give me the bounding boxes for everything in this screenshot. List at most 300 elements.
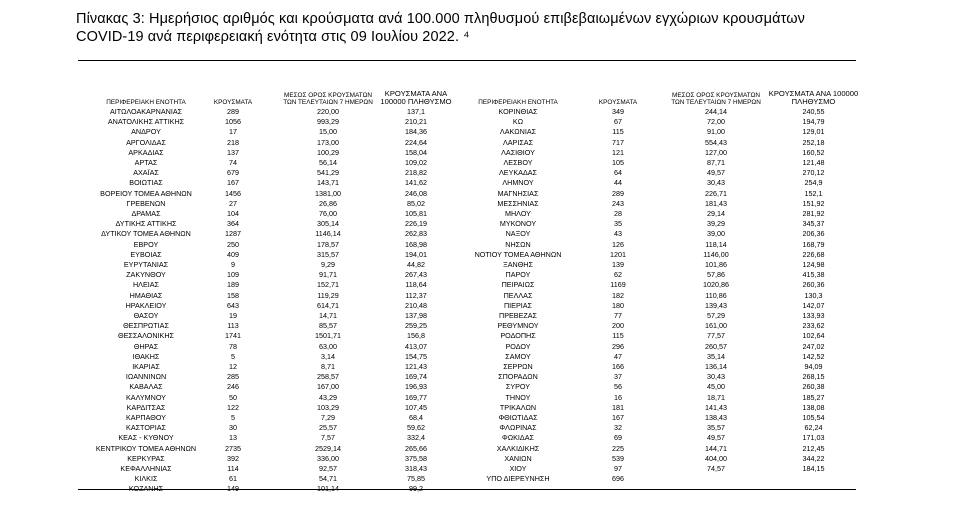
header-avg7: ΜΕΣΟΣ ΟΡΟΣ ΚΡΟΥΣΜΑΤΩΝ ΤΩΝ ΤΕΛΕΥΤΑΙΩΝ 7 ΗΜΕΡΩΝ (283, 92, 373, 106)
cell-per100k: 68,4 (409, 413, 423, 422)
cell-region: ΡΟΔΟΠΗΣ (500, 331, 536, 341)
cell-cases: 246 (227, 382, 239, 392)
cell-cases: 200 (612, 321, 624, 331)
cell-avg7: 85,57 (319, 321, 337, 331)
cell-cases: 97 (614, 464, 622, 473)
cell-cases: 289 (227, 107, 239, 116)
cell-per100k: 130,3 (804, 290, 823, 300)
cell-per100k: 168,98 (405, 239, 427, 249)
header-per100k: ΚΡΟΥΣΜΑΤΑ ΑΝΑ 100000 ΠΛΗΘΥΣΜΟ (768, 89, 859, 106)
cell-region: ΚΑΡΠΑΘΟΥ (126, 413, 166, 422)
cell-cases: 349 (612, 107, 624, 116)
cell-avg7: 143,71 (317, 178, 339, 188)
cell-cases: 189 (227, 280, 239, 290)
header-avg7: ΜΕΣΟΣ ΟΡΟΣ ΚΡΟΥΣΜΑΤΩΝ ΤΩΝ ΤΕΛΕΥΤΑΙΩΝ 7 ΗΜΕΡΩΝ (671, 92, 761, 106)
cell-per100k: 141,62 (405, 178, 427, 188)
cell-cases: 5 (231, 413, 235, 422)
cell-avg7: 258,57 (317, 372, 339, 382)
cell-region: ΠΙΕΡΙΑΣ (503, 300, 532, 310)
cell-per100k: 142,07 (802, 300, 825, 310)
cell-cases: 137 (227, 147, 239, 157)
cell-cases: 104 (227, 209, 239, 218)
cell-per100k: 152,1 (804, 188, 823, 198)
cell-cases: 180 (612, 300, 624, 310)
cell-per100k: 112,37 (405, 290, 427, 300)
cell-region: ΜΥΚΟΝΟΥ (499, 219, 537, 229)
cell-cases: 43 (614, 229, 622, 239)
cell-region: ΡΕΘΥΜΝΟΥ (497, 321, 539, 331)
cell-per100k: 137,98 (405, 311, 427, 320)
cell-region: ΥΠΟ ΔΙΕΡΕΥΝΗΣΗ (486, 474, 550, 484)
cell-per100k: 260,36 (802, 280, 825, 290)
cell-avg7: 161,00 (705, 321, 727, 331)
cell-per100k: 133,93 (802, 311, 825, 320)
cell-region: ΔΥΤΙΚΟΥ ΤΟΜΕΑ ΑΘΗΝΩΝ (101, 229, 191, 239)
cell-avg7: 7,57 (321, 433, 335, 443)
cell-region: ΓΡΕΒΕΝΩΝ (126, 198, 166, 208)
cell-cases: 158 (227, 290, 239, 300)
caption-line-2: COVID-19 ανά περιφερειακή ενότητα στις 09 Ιουλίου 2022. ⁴ (76, 29, 470, 45)
cell-per100k: 138,08 (802, 402, 825, 412)
cell-region: ΛΕΥΚΑΔΑΣ (498, 168, 537, 178)
cell-per100k: 129,01 (802, 127, 825, 137)
cell-avg7: 144,71 (705, 443, 727, 453)
cell-per100k: 247,02 (802, 341, 825, 351)
cell-avg7: 614,71 (317, 300, 339, 310)
cell-per100k: 137,1 (407, 107, 425, 116)
cell-region: ΕΒΡΟΥ (133, 239, 159, 249)
cell-region: ΑΙΤΩΛΟΑΚΑΡΝΑΝΙΑΣ (109, 107, 183, 116)
cell-cases: 78 (229, 341, 237, 351)
cell-per100k: 151,92 (802, 198, 825, 208)
cell-region: ΧΑΝΙΩΝ (504, 453, 532, 463)
cell-cases: 139 (612, 260, 624, 269)
cell-avg7: 1146,14 (315, 229, 341, 239)
cell-cases: 289 (612, 188, 624, 198)
cell-per100k: 345,37 (802, 219, 825, 229)
cell-region: ΠΕΙΡΑΙΩΣ (501, 280, 535, 290)
cell-per100k: 206,36 (802, 229, 825, 239)
cell-region: ΑΡΚΑΔΙΑΣ (128, 147, 164, 157)
cell-region: ΚΟΡΙΝΘΙΑΣ (498, 107, 538, 116)
cell-avg7: 110,86 (705, 290, 727, 300)
cell-avg7: 87,71 (707, 158, 725, 167)
cell-cases: 1056 (225, 117, 241, 127)
cell-per100k: 259,25 (405, 321, 427, 331)
cell-cases: 13 (229, 433, 237, 443)
cell-region: ΤΗΝΟΥ (505, 392, 531, 402)
cell-avg7: 35,57 (707, 423, 725, 433)
cell-per100k: 218,82 (405, 168, 427, 178)
cell-per100k: 265,66 (405, 443, 427, 453)
cell-region: ΑΡΤΑΣ (134, 158, 158, 167)
cell-cases: 114 (227, 464, 239, 473)
cell-region: ΚΑΡΔΙΤΣΑΣ (126, 402, 166, 412)
cell-avg7: 43,29 (319, 392, 337, 402)
cell-per100k: 99,2 (409, 484, 423, 494)
cell-cases: 16 (614, 392, 622, 402)
cell-region: ΝΗΣΩΝ (505, 239, 531, 249)
cell-avg7: 138,43 (705, 413, 727, 422)
cell-per100k: 44,82 (407, 260, 425, 269)
cell-avg7: 315,57 (317, 249, 339, 259)
cell-avg7: 15,00 (319, 127, 337, 137)
cell-per100k: 94,09 (804, 362, 823, 371)
cell-per100k: 184,36 (405, 127, 427, 137)
cell-avg7: 25,57 (319, 423, 337, 433)
cell-avg7: 167,00 (317, 382, 339, 392)
cell-region: ΦΛΩΡΙΝΑΣ (499, 423, 537, 433)
cell-cases: 167 (612, 413, 624, 422)
cell-avg7: 136,14 (705, 362, 727, 371)
cell-per100k: 62,24 (804, 423, 823, 433)
cell-region: ΛΑΡΙΣΑΣ (502, 137, 534, 147)
cell-per100k: 75,85 (407, 474, 425, 484)
cell-per100k: 240,55 (802, 107, 825, 116)
cell-per100k: 270,12 (802, 168, 825, 178)
cell-cases: 1287 (225, 229, 241, 239)
cell-avg7: 30,43 (707, 178, 725, 188)
cell-per100k: 194,79 (802, 117, 825, 127)
header-cases: ΚΡΟΥΣΜΑΤΑ (213, 99, 253, 106)
cell-cases: 47 (614, 351, 622, 361)
cell-region: ΚΕΝΤΡΙΚΟΥ ΤΟΜΕΑ ΑΘΗΝΩΝ (95, 443, 197, 453)
cell-region: ΞΑΝΘΗΣ (503, 260, 533, 269)
header-per100k: ΚΡΟΥΣΜΑΤΑ ΑΝΑ 100000 ΠΛΗΘΥΣΜΟ (380, 89, 452, 106)
cell-region: ΕΥΒΟΙΑΣ (130, 249, 162, 259)
cell-cases: 115 (612, 331, 624, 341)
table-top-rule (78, 60, 856, 61)
cell-region: ΚΕΡΚΥΡΑΣ (127, 453, 165, 463)
cell-cases: 696 (612, 474, 624, 484)
cell-per100k: 124,98 (802, 260, 825, 269)
cell-cases: 250 (227, 239, 239, 249)
cell-region: ΚΙΛΚΙΣ (134, 474, 158, 484)
cell-region: ΚΑΛΥΜΝΟΥ (126, 392, 166, 402)
cell-per100k: 254,9 (804, 178, 823, 188)
cell-avg7: 1020,86 (703, 280, 729, 290)
cell-cases: 113 (227, 321, 239, 331)
cell-region: ΧΑΛΚΙΔΙΚΗΣ (496, 443, 540, 453)
cell-region: ΜΑΓΝΗΣΙΑΣ (497, 188, 539, 198)
cell-cases: 122 (227, 402, 239, 412)
cell-region: ΚΕΑΣ - ΚΥΘΝΟΥ (118, 433, 174, 443)
cell-region: ΝΑΞΟΥ (505, 229, 531, 239)
cell-cases: 56 (614, 382, 622, 392)
cell-avg7: 244,14 (705, 107, 727, 116)
cell-region: ΠΕΛΛΑΣ (503, 290, 533, 300)
table-caption (76, 10, 876, 46)
cell-cases: 74 (229, 158, 237, 167)
cell-cases: 392 (227, 453, 239, 463)
cell-avg7: 29,14 (707, 209, 725, 218)
cell-per100k: 85,02 (407, 198, 425, 208)
cell-cases: 1456 (225, 188, 241, 198)
cell-cases: 37 (614, 372, 622, 382)
cell-cases: 126 (612, 239, 624, 249)
cell-cases: 2735 (225, 443, 241, 453)
cell-region: ΚΑΒΑΛΑΣ (129, 382, 163, 392)
cell-per100k: 194,01 (405, 249, 427, 259)
cell-region: ΝΟΤΙΟΥ ΤΟΜΕΑ ΑΘΗΝΩΝ (474, 249, 562, 259)
cell-region: ΙΩΑΝΝΙΝΩΝ (125, 372, 167, 382)
cell-avg7: 91,71 (319, 270, 337, 280)
cell-per100k: 185,27 (802, 392, 825, 402)
cell-region: ΚΟΖΑΝΗΣ (128, 484, 164, 494)
cell-avg7: 139,43 (705, 300, 727, 310)
cell-cases: 28 (614, 209, 622, 218)
cell-avg7: 49,57 (707, 168, 725, 178)
cell-region: ΑΝΔΡΟΥ (131, 127, 161, 137)
cell-per100k: 262,83 (405, 229, 427, 239)
cell-per100k: 105,54 (802, 413, 825, 422)
cell-avg7: 1146,00 (703, 249, 729, 259)
cell-per100k: 156,8 (407, 331, 425, 341)
cell-per100k: 160,52 (802, 147, 825, 157)
cell-avg7: 92,57 (319, 464, 337, 473)
cell-per100k: 281,92 (802, 209, 825, 218)
cell-cases: 50 (229, 392, 237, 402)
cell-cases: 181 (612, 402, 624, 412)
cell-region: ΚΩ (512, 117, 524, 127)
cell-cases: 243 (612, 198, 624, 208)
cell-region: ΗΛΕΙΑΣ (132, 280, 160, 290)
cell-cases: 1741 (225, 331, 241, 341)
cell-avg7: 101,14 (317, 484, 339, 494)
cell-avg7: 100,29 (317, 147, 339, 157)
cell-cases: 44 (614, 178, 622, 188)
cell-avg7: 178,57 (317, 239, 339, 249)
cell-avg7: 119,29 (317, 290, 339, 300)
cell-per100k: 344,22 (802, 453, 825, 463)
cell-cases: 62 (614, 270, 622, 280)
cell-avg7: 18,71 (707, 392, 725, 402)
cell-cases: 67 (614, 117, 622, 127)
cell-per100k: 252,18 (802, 137, 825, 147)
cell-cases: 115 (612, 127, 624, 137)
cell-avg7: 14,71 (319, 311, 337, 320)
cell-per100k: 121,43 (405, 362, 427, 371)
cell-avg7: 103,29 (317, 402, 339, 412)
cell-per100k: 233,62 (802, 321, 825, 331)
cell-per100k: 267,43 (405, 270, 427, 280)
cell-avg7: 404,00 (705, 453, 727, 463)
cell-avg7: 74,57 (707, 464, 725, 473)
cell-region: ΒΟΡΕΙΟΥ ΤΟΜΕΑ ΑΘΗΝΩΝ (100, 188, 192, 198)
cell-region: ΛΑΚΩΝΙΑΣ (499, 127, 537, 137)
cell-region: ΣΕΡΡΩΝ (503, 362, 533, 371)
cell-per100k: 226,19 (405, 219, 427, 229)
cell-region: ΔΥΤΙΚΗΣ ΑΤΤΙΚΗΣ (115, 219, 177, 229)
cell-avg7: 152,71 (317, 280, 339, 290)
cell-cases: 77 (614, 311, 622, 320)
cell-region: ΗΡΑΚΛΕΙΟΥ (125, 300, 167, 310)
cell-per100k: 246,08 (405, 188, 427, 198)
cell-cases: 285 (227, 372, 239, 382)
cell-avg7: 181,43 (705, 198, 727, 208)
header-cases: ΚΡΟΥΣΜΑΤΑ (598, 99, 638, 106)
cell-per100k: 158,04 (405, 147, 427, 157)
cell-region: ΖΑΚΥΝΘΟΥ (126, 270, 166, 280)
cell-cases: 105 (612, 158, 624, 167)
cell-per100k: 142,52 (802, 351, 825, 361)
table-bottom-rule (78, 489, 856, 490)
cell-avg7: 35,14 (707, 351, 725, 361)
cell-per100k: 154,75 (405, 351, 427, 361)
cell-per100k: 332,4 (407, 433, 425, 443)
cell-per100k: 109,02 (405, 158, 427, 167)
cell-per100k: 169,74 (405, 372, 427, 382)
cell-cases: 30 (229, 423, 237, 433)
cell-cases: 296 (612, 341, 624, 351)
cell-per100k: 415,38 (802, 270, 825, 280)
cell-avg7: 127,00 (705, 147, 727, 157)
cell-region: ΙΘΑΚΗΣ (132, 351, 160, 361)
cell-avg7: 45,00 (707, 382, 725, 392)
cell-avg7: 54,71 (319, 474, 337, 484)
cell-avg7: 9,29 (321, 260, 335, 269)
cell-per100k: 196,93 (405, 382, 427, 392)
cell-avg7: 220,00 (317, 107, 339, 116)
cell-per100k: 168,79 (802, 239, 825, 249)
cell-cases: 1201 (610, 249, 626, 259)
cell-region: ΦΩΚΙΔΑΣ (502, 433, 534, 443)
cell-cases: 1169 (610, 280, 626, 290)
cell-region: ΡΟΔΟΥ (505, 341, 531, 351)
cell-per100k: 171,03 (802, 433, 825, 443)
cell-avg7: 39,29 (707, 219, 725, 229)
cell-per100k: 105,81 (405, 209, 427, 218)
cell-avg7: 39,00 (707, 229, 725, 239)
cell-region: ΒΟΙΩΤΙΑΣ (129, 178, 163, 188)
cell-cases: 64 (614, 168, 622, 178)
cell-cases: 17 (229, 127, 237, 137)
cell-region: ΛΗΜΝΟΥ (502, 178, 534, 188)
cell-avg7: 993,29 (317, 117, 339, 127)
cell-avg7: 72,00 (707, 117, 725, 127)
cell-cases: 61 (229, 474, 237, 484)
cell-avg7: 91,00 (707, 127, 725, 137)
cell-region: ΣΠΟΡΑΔΩΝ (498, 372, 538, 382)
cell-region: ΘΕΣΠΡΩΤΙΑΣ (123, 321, 169, 331)
cell-region: ΦΘΙΩΤΙΔΑΣ (498, 413, 538, 422)
caption-line-1: Πίνακας 3: Ημερήσιος αριθμός και κρούσματα ανά 100.000 πληθυσμού επιβεβαιωμένων εγχώριων κρουσμάτων (76, 11, 805, 27)
cell-avg7: 260,57 (705, 341, 727, 351)
cell-region: ΕΥΡΥΤΑΝΙΑΣ (123, 260, 169, 269)
cell-per100k: 210,48 (405, 300, 427, 310)
cell-cases: 218 (227, 137, 239, 147)
cell-region: ΧΙΟΥ (509, 464, 527, 473)
cell-avg7: 2529,14 (315, 443, 341, 453)
cell-per100k: 59,62 (407, 423, 425, 433)
cell-region: ΠΑΡΟΥ (505, 270, 531, 280)
cell-avg7: 30,43 (707, 372, 725, 382)
cell-per100k: 102,64 (802, 331, 825, 341)
cell-cases: 9 (231, 260, 235, 269)
cell-per100k: 107,45 (405, 402, 427, 412)
cell-cases: 32 (614, 423, 622, 433)
cell-region: ΜΗΛΟΥ (505, 209, 531, 218)
cell-cases: 121 (612, 147, 624, 157)
cell-avg7: 173,00 (317, 137, 339, 147)
cell-avg7: 305,14 (317, 219, 339, 229)
cell-region: ΣΥΡΟΥ (505, 382, 531, 392)
cell-avg7: 26,86 (319, 198, 337, 208)
cell-cases: 225 (612, 443, 624, 453)
cell-region: ΔΡΑΜΑΣ (131, 209, 161, 218)
cell-region: ΚΑΣΤΟΡΙΑΣ (126, 423, 166, 433)
cell-region: ΙΚΑΡΙΑΣ (132, 362, 160, 371)
cell-region: ΤΡΙΚΑΛΩΝ (499, 402, 537, 412)
cell-cases: 109 (227, 270, 239, 280)
cell-avg7: 101,86 (705, 260, 727, 269)
cell-avg7: 141,43 (705, 402, 727, 412)
cell-avg7: 118,14 (705, 239, 727, 249)
cell-avg7: 3,14 (321, 351, 335, 361)
cell-region: ΘΗΡΑΣ (133, 341, 159, 351)
cell-cases: 182 (612, 290, 624, 300)
cell-region: ΣΑΜΟΥ (505, 351, 531, 361)
cell-cases: 539 (612, 453, 624, 463)
cell-avg7: 1501,71 (315, 331, 341, 341)
cell-per100k: 318,43 (405, 464, 427, 473)
cell-region: ΑΧΑΪΑΣ (133, 168, 159, 178)
cell-cases: 5 (231, 351, 235, 361)
cell-cases: 643 (227, 300, 239, 310)
cell-region: ΘΑΣΟΥ (133, 311, 159, 320)
cell-avg7: 336,00 (317, 453, 339, 463)
cell-avg7: 554,43 (705, 137, 727, 147)
cell-per100k: 224,64 (405, 137, 427, 147)
cell-cases: 69 (614, 433, 622, 443)
cell-per100k: 375,58 (405, 453, 427, 463)
cell-region: ΑΡΓΟΛΙΔΑΣ (126, 137, 166, 147)
cell-per100k: 226,68 (802, 249, 825, 259)
cell-avg7: 7,29 (321, 413, 335, 422)
cell-region: ΚΕΦΑΛΛΗΝΙΑΣ (120, 464, 172, 473)
cell-avg7: 1381,00 (315, 188, 341, 198)
cell-region: ΑΝΑΤΟΛΙΚΗΣ ΑΤΤΙΚΗΣ (107, 117, 185, 127)
cell-cases: 149 (227, 484, 239, 494)
cell-cases: 167 (227, 178, 239, 188)
cell-avg7: 57,29 (707, 311, 725, 320)
cell-per100k: 121,48 (802, 158, 825, 167)
header-region: ΠΕΡΙΦΕΡΕΙΑΚΗ ΕΝΟΤΗΤΑ (106, 99, 186, 106)
cell-avg7: 49,57 (707, 433, 725, 443)
header-region: ΠΕΡΙΦΕΡΕΙΑΚΗ ΕΝΟΤΗΤΑ (478, 99, 558, 106)
cell-cases: 12 (229, 362, 237, 371)
cell-cases: 27 (229, 198, 237, 208)
cell-region: ΠΡΕΒΕΖΑΣ (499, 311, 537, 320)
cell-region: ΛΑΣΙΘΙΟΥ (501, 147, 535, 157)
cell-cases: 35 (614, 219, 622, 229)
cell-cases: 19 (229, 311, 237, 320)
cell-avg7: 226,71 (705, 188, 727, 198)
cell-per100k: 212,45 (802, 443, 825, 453)
cell-cases: 717 (612, 137, 624, 147)
cell-avg7: 56,14 (319, 158, 337, 167)
cell-cases: 364 (227, 219, 239, 229)
cell-cases: 409 (227, 249, 239, 259)
cell-region: ΜΕΣΣΗΝΙΑΣ (497, 198, 539, 208)
cell-per100k: 268,15 (802, 372, 825, 382)
cell-per100k: 210,21 (405, 117, 427, 127)
cell-avg7: 541,29 (317, 168, 339, 178)
cell-avg7: 57,86 (707, 270, 725, 280)
cell-per100k: 184,15 (802, 464, 825, 473)
cell-region: ΘΕΣΣΑΛΟΝΙΚΗΣ (118, 331, 174, 341)
cell-cases: 679 (227, 168, 239, 178)
